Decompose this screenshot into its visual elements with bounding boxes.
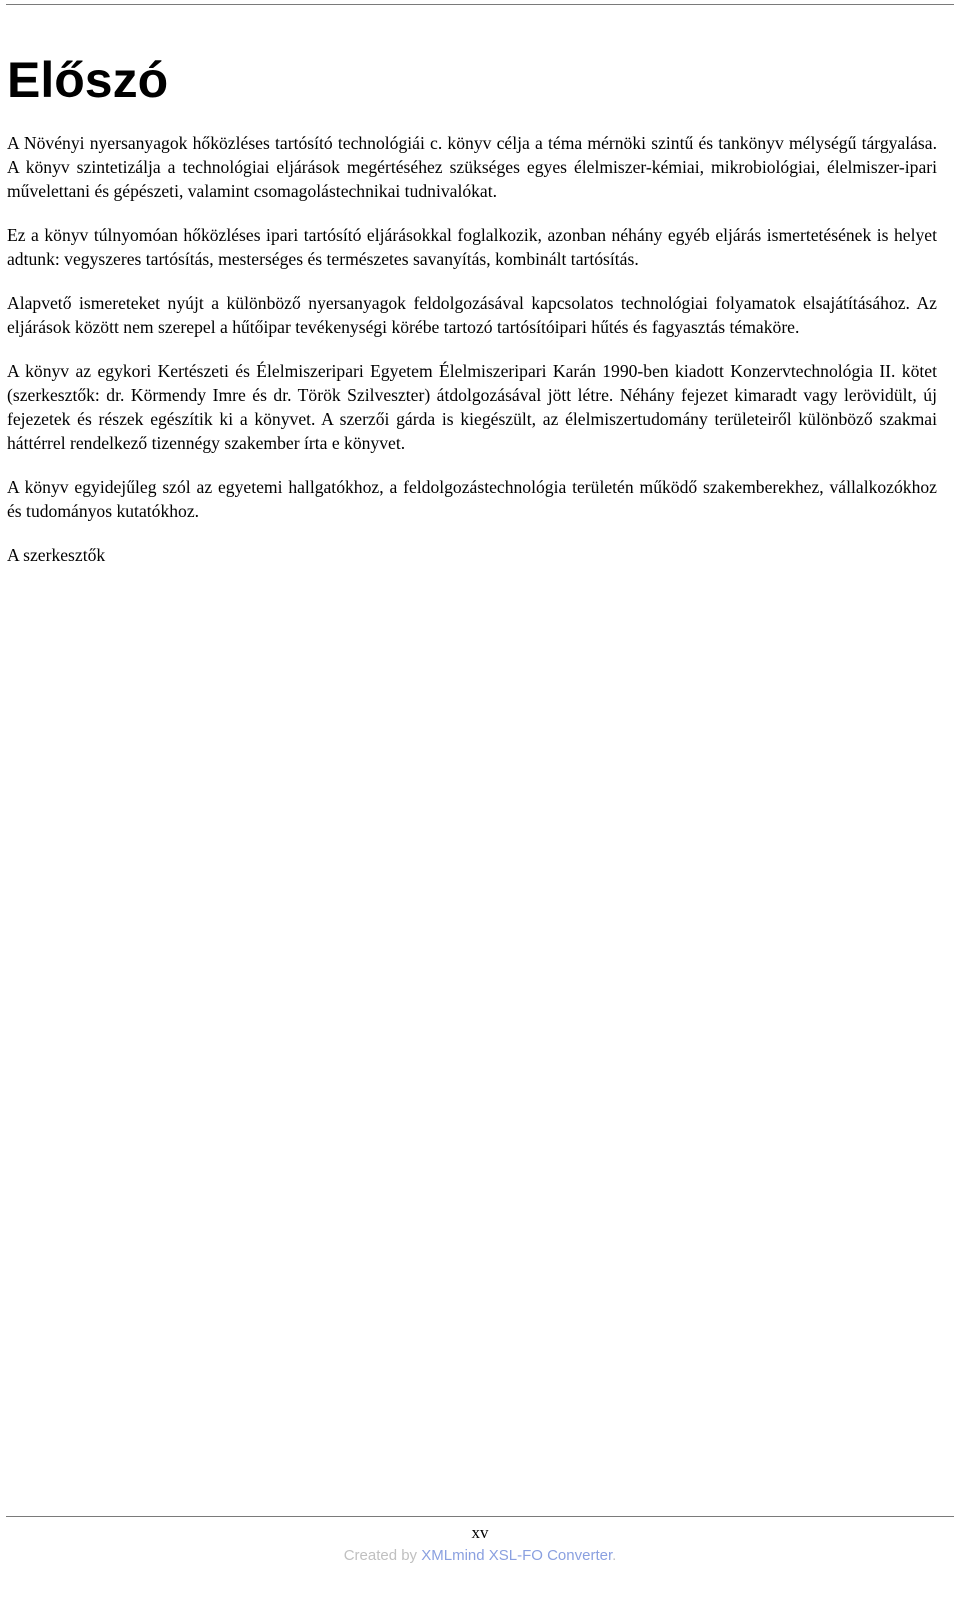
bottom-divider	[6, 1516, 954, 1517]
paragraph-3: Alapvető ismereteket nyújt a különböző nyersanyagok feldolgozásával kapcsolatos technológiai folyamatok elsajátításához. Az eljárások között nem szerepel a hűtőipar tevékenységi körébe tartozó tartósítóipari hűtés és fagyasztás témaköre.	[7, 293, 937, 337]
page-title: Előszó	[7, 52, 169, 108]
page-number: xv	[471, 1523, 489, 1542]
footer-suffix: .	[612, 1547, 617, 1564]
preface-body	[7, 131, 937, 587]
signature: A szerkesztők	[7, 545, 106, 565]
paragraph-1: A Növényi nyersanyagok hőközléses tartósító technológiái c. könyv célja a téma mérnöki szintű és tankönyv mélységű tárgyalása. A könyv szintetizálja a technológiai eljárások megértéséhez szükséges egyes élelmiszer-kémiai, mikrobiológiai, élelmiszer-ipari művelettani és gépészeti, valamint csomagolástechnikai tudnivalókat.	[7, 133, 937, 201]
paragraph-4: A könyv az egykori Kertészeti és Élelmiszeripari Egyetem Élelmiszeripari Karán 1990-ben kiadott Konzervtechnológia II. kötet (szerkesztők: dr. Körmendy Imre és dr. Török Szilveszter) átdolgozásával jött létre. Néhány fejezet kimaradt vagy lerövidült, új fejezetek és részek egészítik ki a könyvet. A szerzői gárda is kiegészült, az élelmiszertudomány területeiről különböző szakmai háttérrel rendelkező tizennégy szakember írta e könyvet.	[7, 361, 937, 453]
paragraph-5: A könyv egyidejűleg szól az egyetemi hallgatókhoz, a feldolgozástechnológia területén működő szakemberekhez, vállalkozókhoz és tudományos kutatókhoz.	[7, 477, 937, 521]
paragraph-2: Ez a könyv túlnyomóan hőközléses ipari tartósító eljárásokkal foglalkozik, azonban néhány egyéb eljárás ismertetésének is helyet adtunk: vegyszeres tartósítás, mesterséges és természetes savanyítás, kombinált tartósítás.	[7, 225, 937, 269]
converter-footer	[0, 1546, 960, 1566]
footer-prefix: Created by	[343, 1547, 422, 1564]
footer-brand-link[interactable]: XMLmind XSL-FO Converter	[421, 1547, 613, 1564]
top-divider	[6, 4, 954, 5]
